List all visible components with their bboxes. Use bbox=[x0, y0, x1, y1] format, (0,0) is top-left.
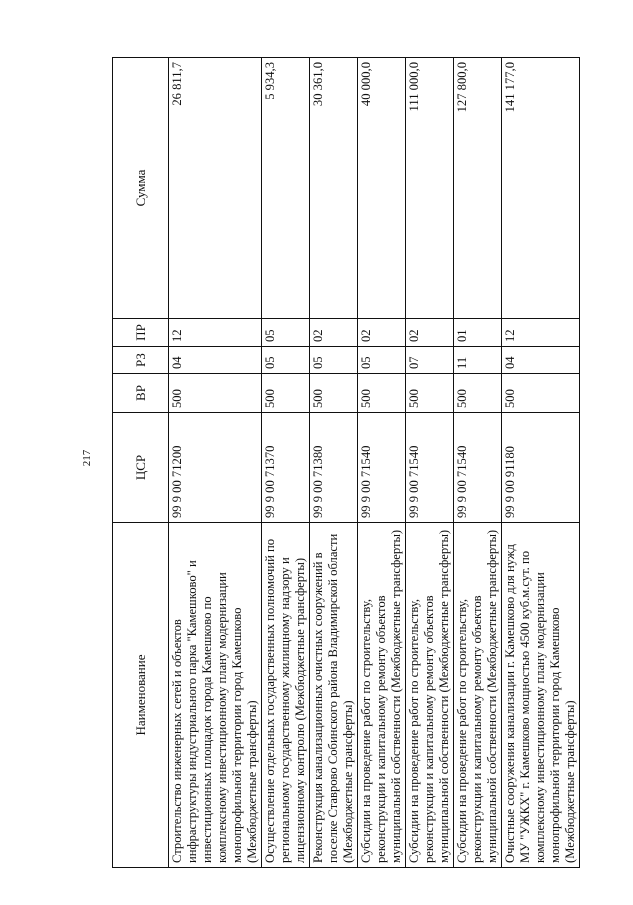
table-row bbox=[406, 58, 454, 868]
row-rz: 05 bbox=[358, 347, 406, 374]
row-vr: 500 bbox=[169, 374, 262, 413]
table-row bbox=[358, 58, 406, 868]
row-pr: 01 bbox=[454, 319, 502, 347]
row-name: Субсидии на проведение работ по строительству, реконструкции и капитальному ремонту объектов муниципальной собственности (Межбюджетные трансферты) bbox=[406, 523, 454, 868]
table-row bbox=[169, 58, 262, 868]
row-csr: 99 9 00 91180 bbox=[502, 413, 580, 523]
table-header-row bbox=[113, 58, 169, 868]
row-name: Осуществление отдельных государственных полномочий по региональному государственному жилищному надзору и лицензионному контролю (Межбюджетные трансферты) bbox=[262, 523, 310, 868]
row-name: Очистные сооружения канализации г. Камешково для нужд МУ "УЖКХ" г. Камешково мощностью 4500 куб.м.сут. по комплексному инвестиционному плану модернизации монопрофильной территории город Камешково (Межбюджетные трансферты) bbox=[502, 523, 580, 868]
header-pr: ПР bbox=[113, 319, 169, 347]
row-rz: 04 bbox=[502, 347, 580, 374]
row-vr: 500 bbox=[358, 374, 406, 413]
row-vr: 500 bbox=[502, 374, 580, 413]
rotated-table-frame bbox=[112, 58, 577, 868]
table-row bbox=[502, 58, 580, 868]
row-sum: 5 934,3 bbox=[262, 58, 310, 319]
row-name: Субсидии на проведение работ по строительству, реконструкции и капитальному ремонту объектов муниципальной собственности (Межбюджетные трансферты) bbox=[454, 523, 502, 868]
row-rz: 05 bbox=[262, 347, 310, 374]
row-sum: 26 811,7 bbox=[169, 58, 262, 319]
header-rz: РЗ bbox=[113, 347, 169, 374]
row-sum: 40 000,0 bbox=[358, 58, 406, 319]
row-rz: 04 bbox=[169, 347, 262, 374]
table-row bbox=[454, 58, 502, 868]
row-rz: 07 bbox=[406, 347, 454, 374]
table-row bbox=[262, 58, 310, 868]
page-number: 217 bbox=[81, 449, 93, 467]
row-csr: 99 9 00 71200 bbox=[169, 413, 262, 523]
header-sum: Сумма bbox=[113, 58, 169, 319]
row-sum: 30 361,0 bbox=[310, 58, 358, 319]
row-csr: 99 9 00 71540 bbox=[406, 413, 454, 523]
row-name: Субсидии на проведение работ по строительству, реконструкции и капитальному ремонту объектов муниципальной собственности (Межбюджетные трансферты) bbox=[358, 523, 406, 868]
header-csr: ЦСР bbox=[113, 413, 169, 523]
row-csr: 99 9 00 71540 bbox=[454, 413, 502, 523]
table-row bbox=[310, 58, 358, 868]
row-csr: 99 9 00 71380 bbox=[310, 413, 358, 523]
row-vr: 500 bbox=[454, 374, 502, 413]
row-name: Строительство инженерных сетей и объектов инфраструктуры индустриального парка "Камешково" и инвестиционных площадок города Камешково по комплексному инвестиционному плану модернизации монопрофильной территории город Камешково (Межбюджетные трансферты) bbox=[169, 523, 262, 868]
row-rz: 05 bbox=[310, 347, 358, 374]
row-pr: 05 bbox=[262, 319, 310, 347]
row-name: Реконструкция канализационных очистных сооружений в поселке Ставрово Собинского района Владимирской области (Межбюджетные трансферты) bbox=[310, 523, 358, 868]
header-vr: ВР bbox=[113, 374, 169, 413]
row-csr: 99 9 00 71540 bbox=[358, 413, 406, 523]
row-vr: 500 bbox=[310, 374, 358, 413]
row-pr: 02 bbox=[310, 319, 358, 347]
budget-table bbox=[112, 57, 580, 868]
row-csr: 99 9 00 71370 bbox=[262, 413, 310, 523]
row-pr: 12 bbox=[169, 319, 262, 347]
row-sum: 111 000,0 bbox=[406, 58, 454, 319]
row-vr: 500 bbox=[406, 374, 454, 413]
row-sum: 127 800,0 bbox=[454, 58, 502, 319]
row-pr: 02 bbox=[358, 319, 406, 347]
row-pr: 12 bbox=[502, 319, 580, 347]
row-sum: 141 177,0 bbox=[502, 58, 580, 319]
row-pr: 02 bbox=[406, 319, 454, 347]
row-rz: 11 bbox=[454, 347, 502, 374]
header-name: Наименование bbox=[113, 523, 169, 868]
row-vr: 500 bbox=[262, 374, 310, 413]
